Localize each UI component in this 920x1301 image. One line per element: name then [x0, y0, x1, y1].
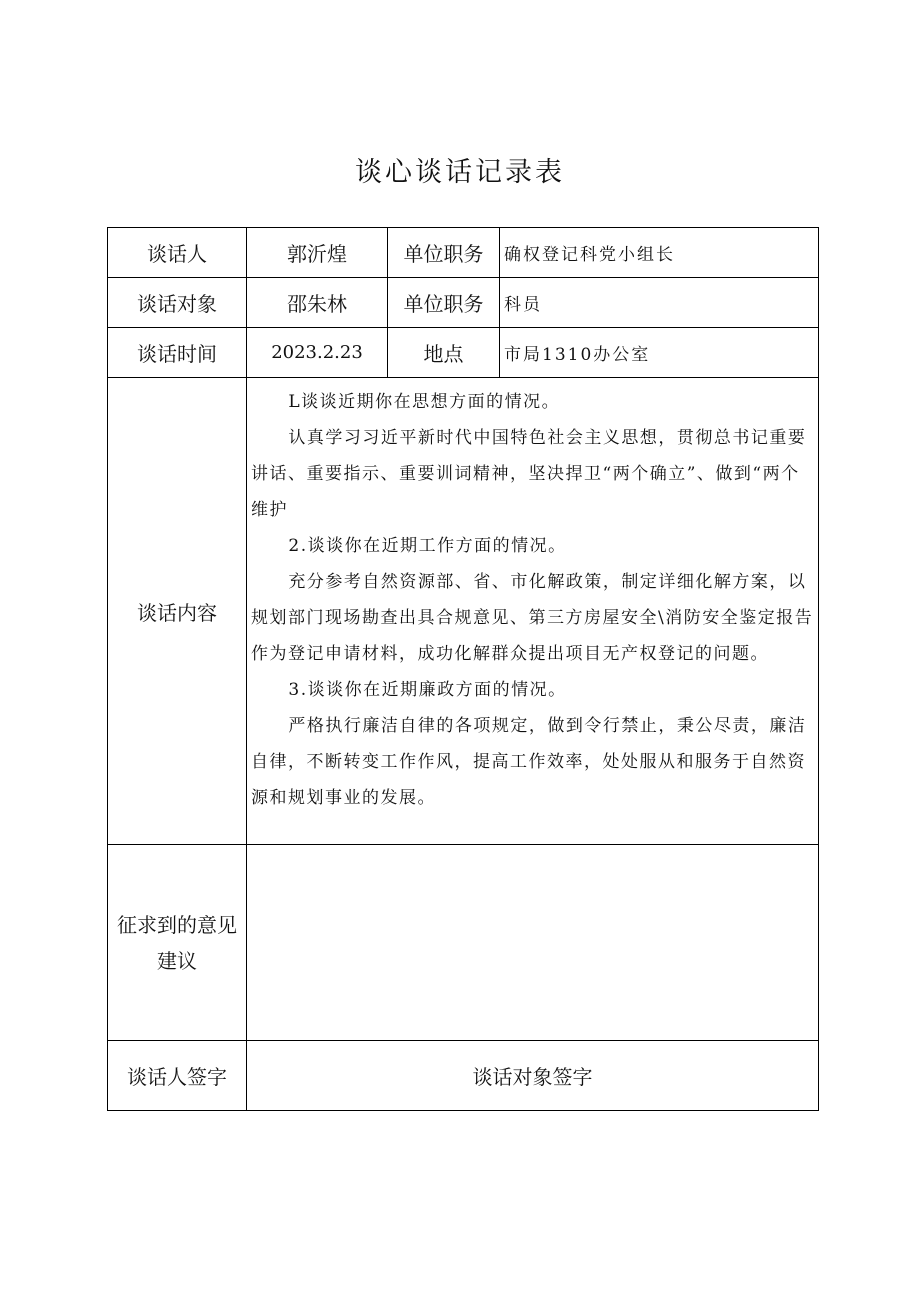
interviewer-signature-label: 谈话人签字 — [108, 1041, 247, 1111]
table-row — [108, 278, 819, 328]
table-row — [108, 328, 819, 378]
interviewer-label: 谈话人 — [108, 228, 247, 278]
table-row — [108, 1041, 819, 1111]
content-paragraph: 3.谈谈你在近期廉政方面的情况。 — [288, 680, 567, 700]
suggestions-label: 征求到的意见建议 — [108, 845, 247, 1041]
table-row — [108, 228, 819, 278]
interviewer-name: 郭沂煌 — [247, 228, 388, 278]
content-paragraph: 严格执行廉洁自律的各项规定，做到令行禁止，秉公尽责，廉洁自律，不断转变工作作风，提高工作效率，处处服从和服务于自然资源和规划事业的发展。 — [251, 716, 807, 808]
interviewee-signature-label: 谈话对象签字 — [247, 1041, 819, 1111]
content-paragraph: L谈谈近期你在思想方面的情况。 — [288, 392, 561, 412]
content-label: 谈话内容 — [108, 378, 247, 845]
place-value: 市局1310办公室 — [500, 328, 819, 378]
content-paragraph: 2.谈谈你在近期工作方面的情况。 — [288, 536, 567, 556]
content-paragraph: 充分参考自然资源部、省、市化解政策，制定详细化解方案，以规划部门现场勘查出具合规意见、第三方房屋安全\消防安全鉴定报告作为登记申请材料，成功化解群众提出项目无产权登记的问题。 — [251, 572, 814, 664]
page-title: 谈心谈话记录表 — [355, 157, 565, 188]
table-row — [108, 378, 819, 845]
record-table — [107, 227, 819, 1111]
interviewee-position: 科员 — [500, 278, 819, 328]
content-body — [247, 378, 819, 845]
interviewer-position-label: 单位职务 — [388, 228, 500, 278]
place-label: 地点 — [388, 328, 500, 378]
interviewer-position: 确权登记科党小组长 — [500, 228, 819, 278]
date-label: 谈话时间 — [108, 328, 247, 378]
date-value: 2023.2.23 — [247, 328, 388, 378]
interviewee-name: 邵朱林 — [247, 278, 388, 328]
suggestions-value[interactable] — [247, 845, 819, 1041]
interviewee-position-label: 单位职务 — [388, 278, 500, 328]
content-paragraph: 认真学习习近平新时代中国特色社会主义思想，贯彻总书记重要讲话、重要指示、重要训词精神，坚决捍卫“两个确立”、做到“两个维护 — [251, 428, 807, 520]
table-row — [108, 845, 819, 1041]
interviewee-label: 谈话对象 — [108, 278, 247, 328]
